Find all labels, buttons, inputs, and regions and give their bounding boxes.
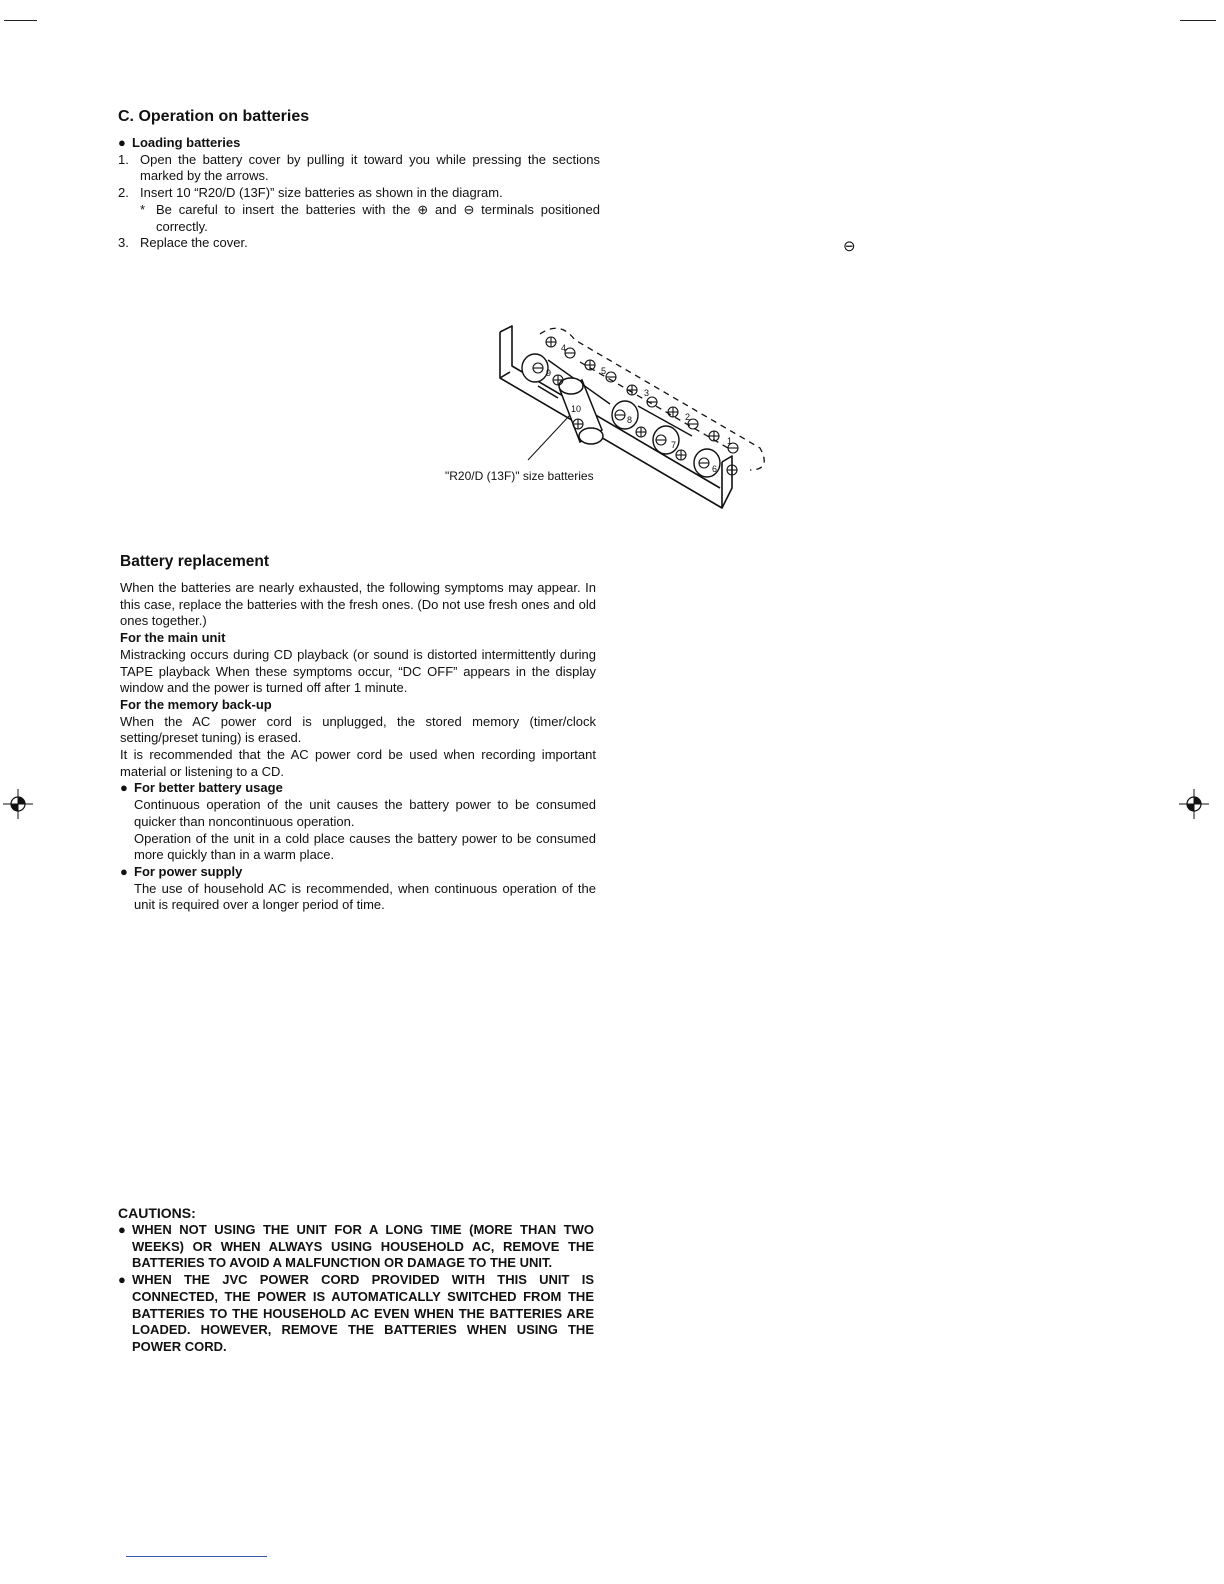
- diagram-label: "R20/D (13F)" size batteries: [445, 469, 594, 483]
- bullet-icon: ●: [118, 1272, 126, 1288]
- supply-heading-row: [120, 864, 596, 881]
- memory-recommendation: It is recommended that the AC power cord be used when recording important material or listening to a CD.: [120, 747, 596, 779]
- step-text: Replace the cover.: [140, 235, 248, 251]
- battery-number: 7: [671, 440, 677, 450]
- battery-number: 2: [685, 412, 691, 422]
- step-3: [118, 235, 600, 252]
- battery-number: 10: [571, 404, 582, 414]
- battery-compartment-diagram: [430, 320, 775, 520]
- battery-number: 6: [712, 464, 718, 474]
- usage-heading: For better battery usage: [134, 780, 283, 796]
- battery-number: 1: [727, 436, 733, 446]
- registration-mark-right-icon: [1179, 789, 1209, 819]
- bullet-icon: ●: [120, 863, 128, 879]
- footer-rule: [126, 1556, 267, 1557]
- step-number: 1.: [118, 151, 129, 167]
- step-2: [118, 185, 600, 202]
- note-text: Be careful to insert the batteries with the ⊕ and ⊖ terminals positioned correctly.: [156, 201, 600, 234]
- loading-heading: Loading batteries: [132, 135, 241, 150]
- caution-text: WHEN NOT USING THE UNIT FOR A LONG TIME (MORE THAN TWO WEEKS) OR WHEN ALWAYS USING HOUSEHOLD AC, REMOVE THE BATTERIES TO AVOID A MALFUNCTION OR DAMAGE TO THE UNIT.: [132, 1222, 594, 1271]
- battery-number: 8: [627, 415, 633, 425]
- bullet-icon: ●: [118, 1222, 126, 1237]
- battery-replacement-section: [120, 553, 596, 914]
- crop-mark-top-left: [4, 20, 37, 21]
- replacement-title: Battery replacement: [120, 553, 270, 570]
- section-title: C. Operation on batteries: [118, 108, 310, 125]
- memory-heading: For the memory back-up: [120, 696, 272, 712]
- step-number: 2.: [118, 185, 129, 201]
- crop-mark-top-right: [1180, 20, 1216, 21]
- usage-text: Operation of the unit in a cold place causes the battery power to be consumed more quickly than in a warm place.: [134, 830, 596, 863]
- note-mark: *: [140, 201, 146, 217]
- usage-text: Continuous operation of the unit causes the battery power to be consumed quicker than noncontinuous operation.: [134, 797, 596, 829]
- step-text: Insert 10 “R20/D (13F)” size batteries as shown in the diagram.: [140, 185, 503, 201]
- main-unit-text: Mistracking occurs during CD playback (or sound is distorted intermittently during TAPE playback When these symptoms occur, “DC OFF” appears in the display window and the power is turned off after 1 minute.: [120, 646, 596, 696]
- loading-heading-row: [118, 135, 600, 152]
- battery-operation-section: [118, 108, 600, 252]
- cautions-title: CAUTIONS:: [118, 1205, 196, 1221]
- step-number: 3.: [118, 235, 129, 251]
- supply-text: The use of household AC is recommended, when continuous operation of the unit is required over a longer period of time.: [134, 880, 596, 913]
- main-unit-heading: For the main unit: [120, 630, 226, 646]
- registration-mark-left-icon: [3, 789, 33, 819]
- usage-heading-row: [120, 780, 596, 797]
- supply-heading: For power supply: [134, 863, 243, 879]
- caution-text: WHEN THE JVC POWER CORD PROVIDED WITH THIS UNIT IS CONNECTED, THE POWER IS AUTOMATICALLY SWITCHED FROM THE BATTERIES TO THE HOUSEHOLD AC EVEN WHEN THE BATTERIES ARE LOADED. HOWEVER, REMOVE THE BATTERIES WHEN USING THE POWER CORD.: [132, 1272, 594, 1354]
- memory-text: When the AC power cord is unplugged, the stored memory (timer/clock setting/preset tuning) is erased.: [120, 713, 596, 746]
- cautions-section: [118, 1205, 594, 1356]
- minus-terminal-symbol: ⊖: [843, 238, 856, 255]
- step-1: [118, 152, 600, 185]
- bullet-icon: ●: [120, 780, 128, 796]
- battery-number: 5: [601, 366, 607, 376]
- bullet-icon: ●: [118, 135, 126, 150]
- replacement-intro: When the batteries are nearly exhausted, the following symptoms may appear. In this case, replace the batteries with the fresh ones. (Do not use fresh ones and old ones together.): [120, 580, 596, 629]
- battery-number: 4: [561, 343, 567, 353]
- caution-item: [118, 1222, 594, 1272]
- caution-item: [118, 1272, 594, 1356]
- battery-number: 3: [644, 388, 650, 398]
- battery-number: 9: [546, 368, 552, 378]
- step-2-note: [118, 202, 600, 235]
- step-text: Open the battery cover by pulling it toward you while pressing the sections marked by the arrows.: [140, 151, 600, 184]
